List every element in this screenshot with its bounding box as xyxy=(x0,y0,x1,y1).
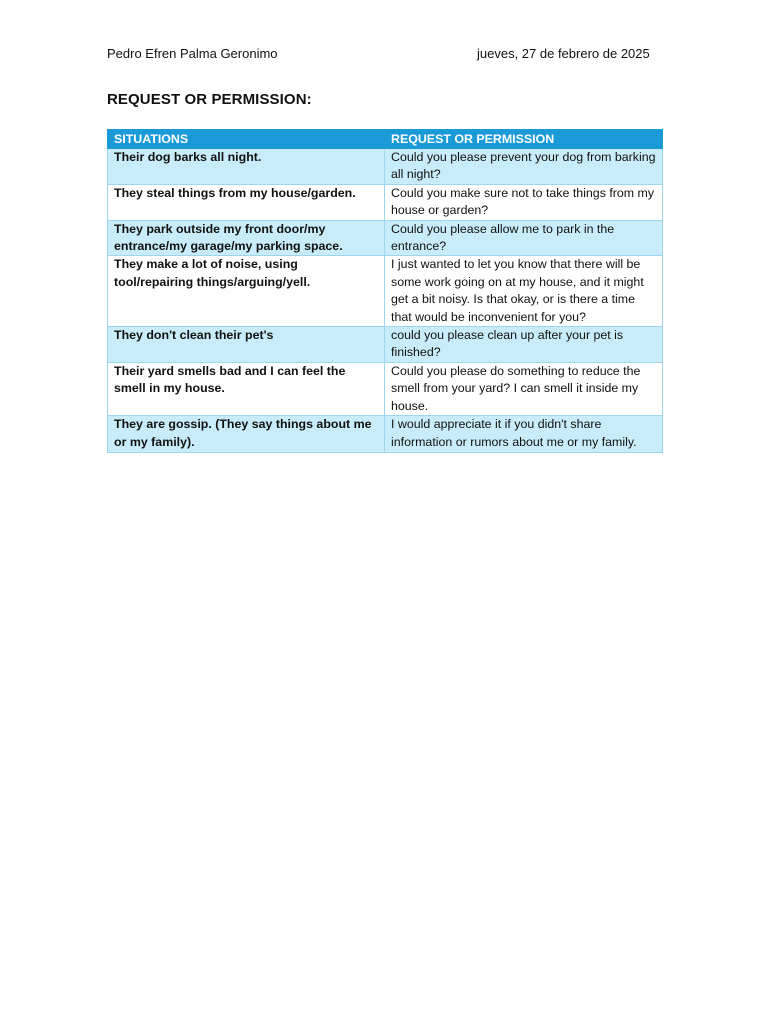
situations-table xyxy=(107,129,663,453)
request-cell: Could you please do something to reduce the smell from your yard? I can smell it inside my house. xyxy=(385,362,663,415)
page-title: REQUEST OR PERMISSION: xyxy=(107,91,312,108)
situation-cell: They are gossip. (They say things about me or my family). xyxy=(108,416,385,453)
table-row xyxy=(108,184,663,220)
situation-cell: They don't clean their pet's xyxy=(108,327,385,363)
request-cell: Could you please prevent your dog from barking all night? xyxy=(385,149,663,185)
table-row xyxy=(108,256,663,327)
column-header-situations: SITUATIONS xyxy=(108,130,385,149)
column-header-request: REQUEST OR PERMISSION xyxy=(385,130,663,149)
request-cell: Could you make sure not to take things from my house or garden? xyxy=(385,184,663,220)
request-cell: I just wanted to let you know that there will be some work going on at my house, and it might get a bit noisy. Is that okay, or is there a time that would be inconvenient for you? xyxy=(385,256,663,327)
table-row xyxy=(108,327,663,363)
situation-cell: They steal things from my house/garden. xyxy=(108,184,385,220)
request-cell: Could you please allow me to park in the entrance? xyxy=(385,220,663,256)
request-cell: could you please clean up after your pet is finished? xyxy=(385,327,663,363)
table-header-row xyxy=(108,130,663,149)
document-date: jueves, 27 de febrero de 2025 xyxy=(477,46,650,61)
situation-cell: They make a lot of noise, using tool/repairing things/arguing/yell. xyxy=(108,256,385,327)
table-row xyxy=(108,416,663,453)
situation-cell: Their dog barks all night. xyxy=(108,149,385,185)
table-row xyxy=(108,220,663,256)
situation-cell: They park outside my front door/my entrance/my garage/my parking space. xyxy=(108,220,385,256)
author-name: Pedro Efren Palma Geronimo xyxy=(107,46,278,61)
table-row xyxy=(108,149,663,185)
request-cell: I would appreciate it if you didn't share information or rumors about me or my family. xyxy=(385,416,663,453)
table-row xyxy=(108,362,663,415)
situation-cell: Their yard smells bad and I can feel the smell in my house. xyxy=(108,362,385,415)
